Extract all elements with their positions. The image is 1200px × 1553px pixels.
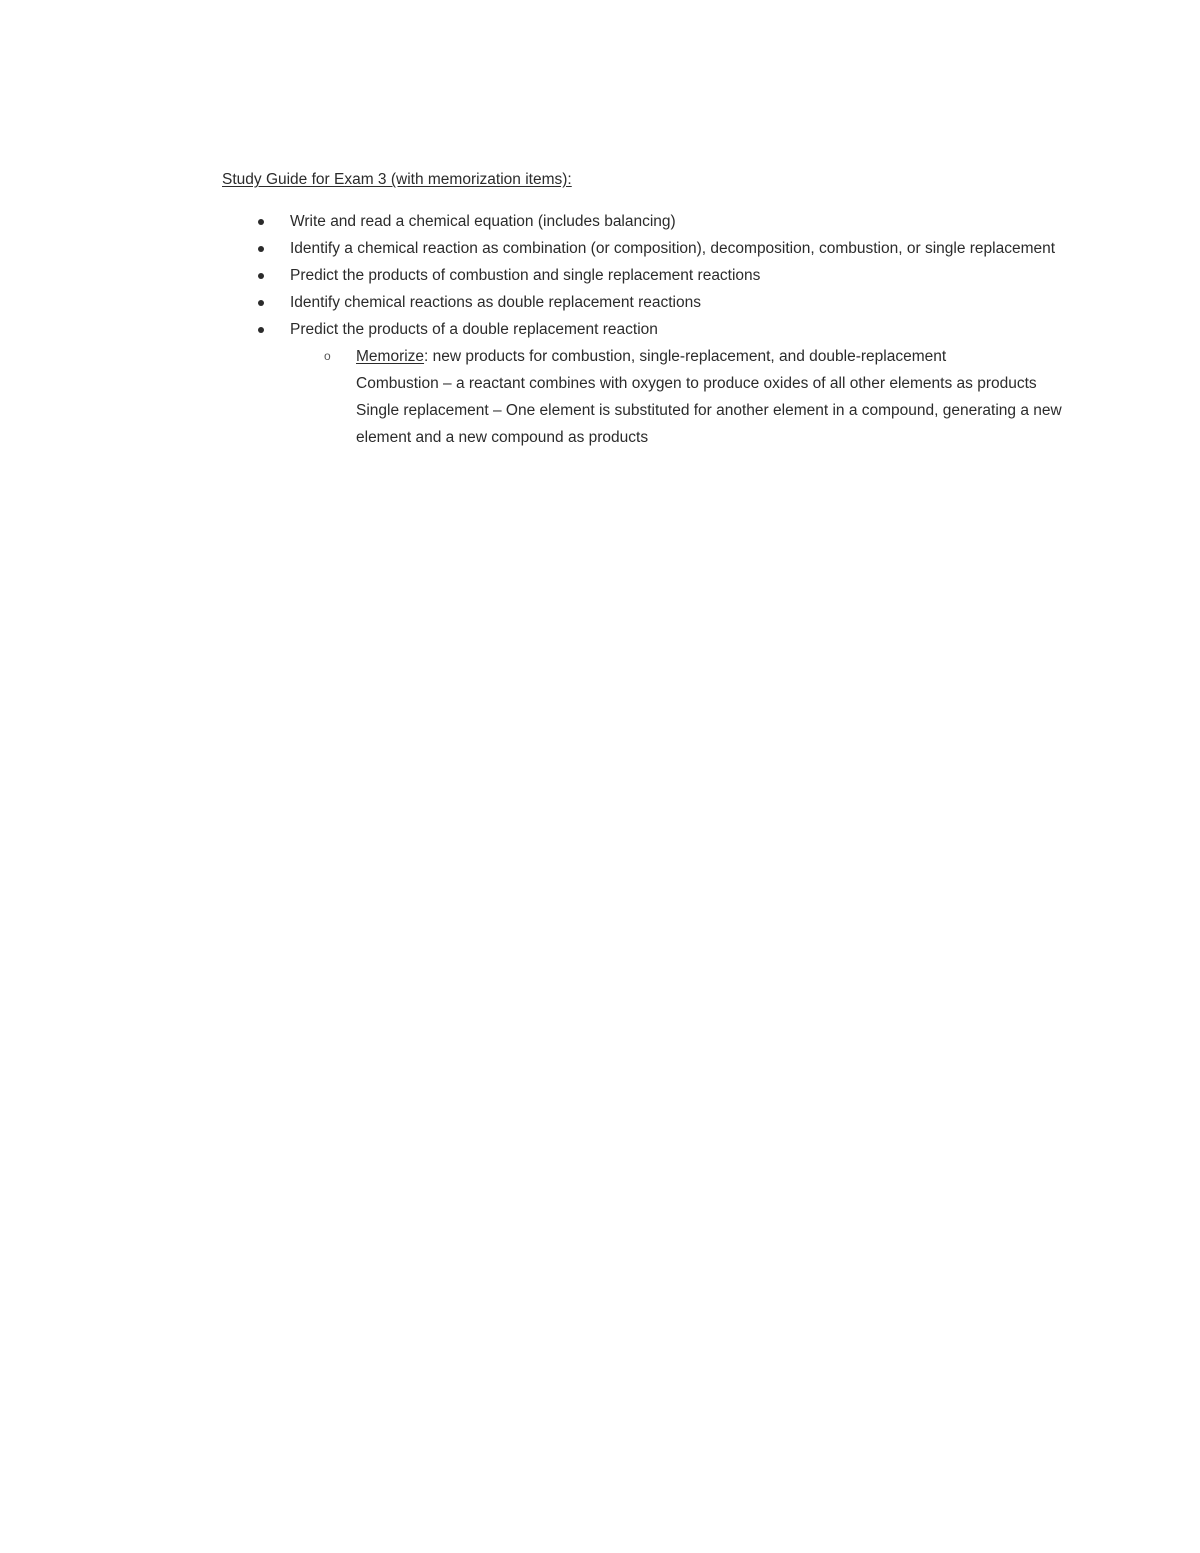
bullet-icon — [258, 219, 264, 225]
document-title: Study Guide for Exam 3 (with memorization items): — [222, 171, 572, 188]
bullet-icon — [258, 300, 264, 306]
memorize-text: : new products for combustion, single-replacement, and double-replacement — [424, 348, 947, 365]
circle-bullet-icon: o — [324, 349, 331, 363]
study-guide-list — [256, 208, 1086, 451]
combustion-definition: Combustion – a reactant combines with oxygen to produce oxides of all other elements as products — [356, 375, 1037, 392]
list-item-text: Predict the products of combustion and single replacement reactions — [290, 267, 761, 284]
list-item — [256, 208, 1086, 235]
memorize-sub-list — [290, 343, 1086, 451]
list-item-text: Identify a chemical reaction as combination (or composition), decomposition, combustion, or single replacement — [290, 240, 1056, 257]
bullet-icon — [258, 327, 264, 333]
list-item-text: Identify chemical reactions as double replacement reactions — [290, 294, 701, 311]
single-replacement-definition: Single replacement – One element is substituted for another element in a compound, generating a new element and a new compound as products — [356, 402, 1062, 446]
list-item-text: Write and read a chemical equation (includes balancing) — [290, 213, 676, 230]
list-item — [256, 316, 1086, 451]
list-item-text: Predict the products of a double replacement reaction — [290, 321, 658, 338]
bullet-icon — [258, 246, 264, 252]
bullet-icon — [258, 273, 264, 279]
memorize-label: Memorize — [356, 348, 425, 365]
sub-list-item — [290, 343, 1086, 451]
list-item — [256, 262, 1086, 289]
list-item — [256, 235, 1086, 262]
memorize-line — [356, 343, 1086, 370]
list-item — [256, 289, 1086, 316]
